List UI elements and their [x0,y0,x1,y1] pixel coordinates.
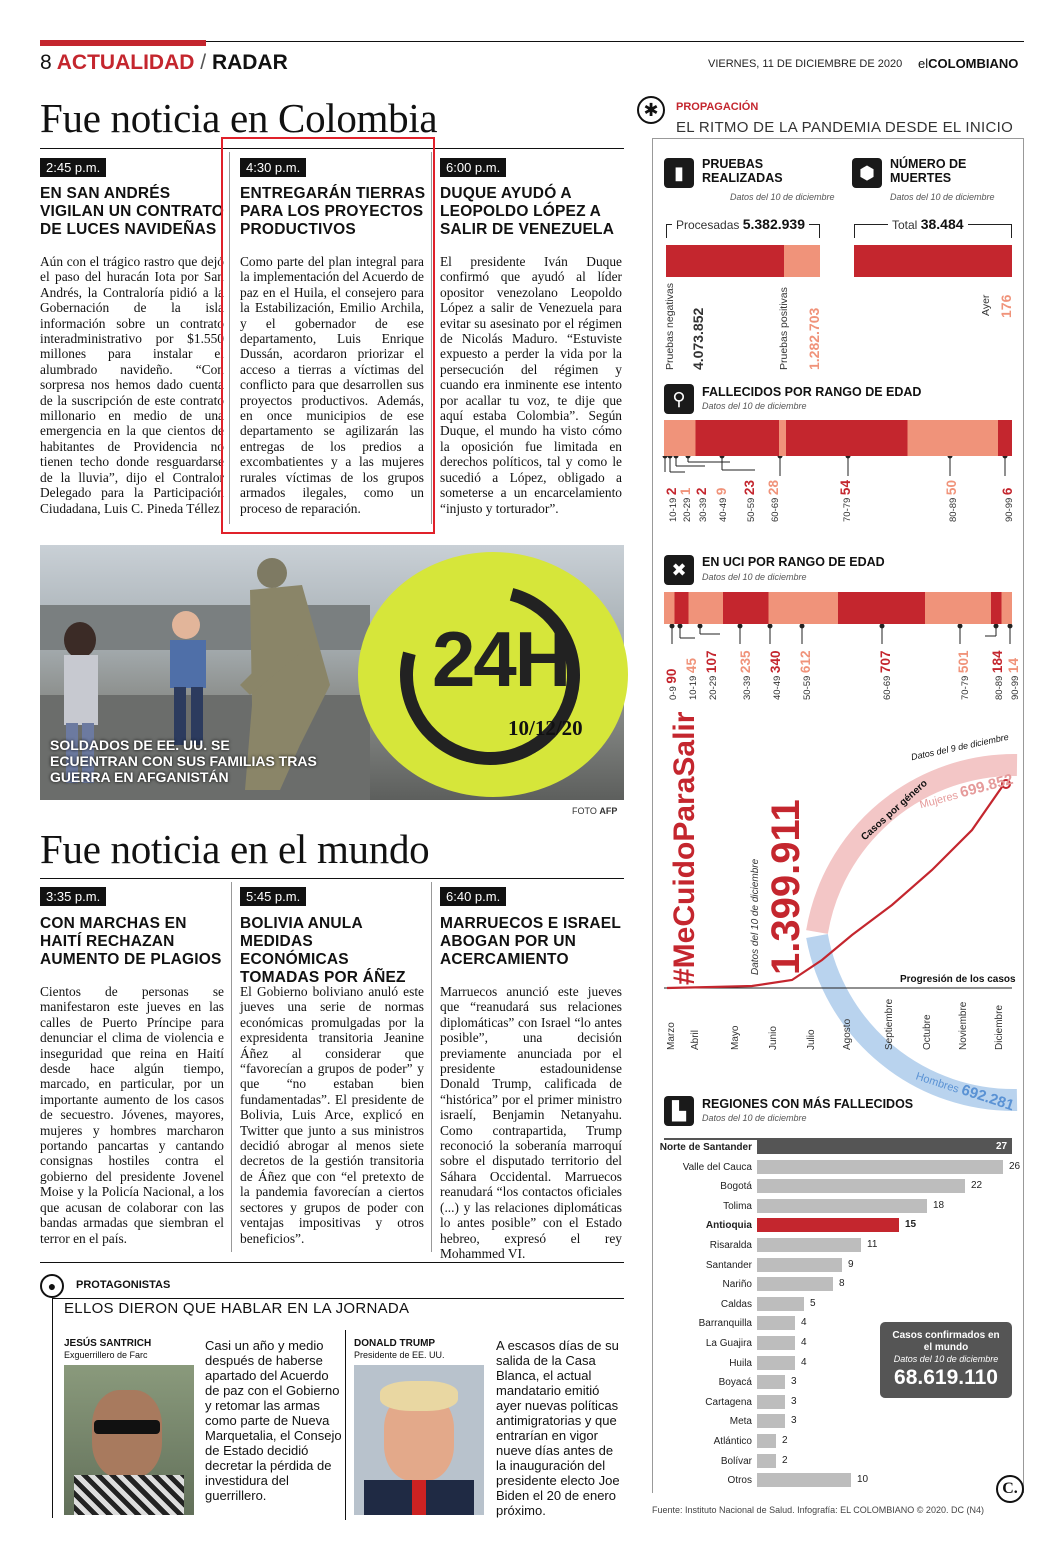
uci-age-label-value: 235 [738,650,753,674]
region-label: Nariño [722,1279,752,1290]
news-time: 6:40 p.m. [440,887,506,906]
month-label: Agosto [842,1018,853,1050]
region-bar [757,1434,776,1448]
fallecidos-age-label-range: 90-99 [1004,495,1015,522]
info-title: EL RITMO DE LA PANDEMIA DESDE EL INICIO [676,119,1014,136]
region-label: Atlántico [713,1436,752,1447]
region-bar [757,1316,795,1330]
region-bar [757,1179,965,1193]
ribbon-icon: ⚲ [664,384,694,414]
region-value: 3 [791,1415,797,1426]
region-bar [757,1356,795,1370]
fallecidos-age-label [664,488,679,522]
fallecidos-bar [664,420,1012,456]
region-value: 4 [801,1317,807,1328]
muertes-bar [854,245,1012,277]
uci-age-label-range: 30-39 [742,673,753,700]
fallecidos-age-label [678,488,693,522]
casos-date: Datos del 10 de diciembre [750,858,761,975]
fallecidos-age-label-range: 10-19 [668,495,679,522]
fallecidos-age-label-range: 30-39 [698,495,709,522]
uci-bar [664,592,1012,624]
hombres-label: Hombres [914,1070,961,1096]
fallecidos-date: Datos del 10 de diciembre [702,401,807,411]
month-label: Junio [768,1026,779,1050]
virus-icon: ✱ [637,96,665,124]
fallecidos-age-label-value: 9 [714,487,729,496]
region-bar [757,1218,899,1232]
news-time: 2:45 p.m. [40,158,106,177]
fallecidos-age-label-value: 6 [1000,487,1015,496]
uci-age-label-value: 707 [878,650,893,674]
person-role: Exguerrillero de Farc [64,1350,148,1360]
region-bar [757,1473,851,1487]
uci-age-label-range: 60-69 [882,673,893,700]
header-date: VIERNES, 11 DE DICIEMBRE DE 2020 [708,58,903,70]
news-headline[interactable]: BOLIVIA ANULA MEDIDAS ECONÓMICAS TOMADAS POR ÁÑEZ [240,915,406,986]
region-label: Tolima [723,1201,752,1212]
news-time: 5:45 p.m. [240,887,306,906]
person-text: Casi un año y medio después de haberse apartado del Acuerdo de paz con el Gobierno y retomar las armas como parte de Nueva Marquetalia, el Consejo de Estado decidió decretar la pérdida de investidura del guerrillero. [205,1338,342,1503]
region-label: Bolívar [720,1456,752,1467]
region-value: 8 [839,1278,845,1289]
credit-prefix: FOTO [572,806,597,816]
uci-age-label-value: 45 [684,658,699,674]
mundo-section-title: Fue noticia en el mundo [40,826,430,872]
brand-logo [918,56,1018,71]
region-value: 2 [782,1455,788,1466]
uci-age-label-range: 70-79 [960,673,971,700]
pruebas-total-label: Procesadas [676,218,740,232]
uci-age-label-range: 90-99 [1010,673,1021,700]
pruebas-pos-label: Pruebas positivas [778,287,790,370]
uci-date: Datos del 10 de diciembre [702,572,807,582]
region-label: Norte de Santander [659,1142,752,1153]
mundo-box [880,1322,1012,1398]
region-label: Risaralda [709,1240,752,1251]
test-tube-icon: ▮ [664,158,694,188]
uci-age-label-value: 501 [956,650,971,674]
fallecidos-age-label [766,480,781,522]
uci-age-label-value: 90 [664,668,679,684]
fallecidos-age-label-value: 50 [944,480,959,496]
regiones-title: REGIONES CON MÁS FALLECIDOS [702,1097,914,1111]
protagonistas-kicker: PROTAGONISTAS [76,1279,171,1291]
region-bar [757,1238,861,1252]
fallecidos-age-label-range: 20-29 [682,495,693,522]
pruebas-total [672,216,809,232]
uci-age-label-range: 50-59 [802,673,813,700]
coffin-icon: ⬢ [852,158,882,188]
header-accent-bar [40,40,206,46]
mundo-rule [40,878,624,879]
news-body: El Gobierno boliviano anuló este jueves una serie de normas económicas promulgadas por la expresidenta transitoria Jeanine Áñez al considerar que “favorecían a grupos de poder” y que “no estaban bien fundamentadas”. El presidente de Bolivia, Luis Arce, explicó en Twitter que junto a sus ministros decidió abrogar al menos siete decretos de la gestión transitoria de Áñez que con “el pretexto de la pandemia favorecían a ciertos sectores y grupos de poder con ventajas impositivas y otros beneficios”. [240,984,424,1246]
region-value: 11 [867,1239,878,1250]
pruebas-title: PRUEBAS REALIZADAS [702,157,783,185]
col-divider [231,882,232,1252]
region-axis [664,1138,1012,1140]
mundo-box-value: 68.619.110 [894,1366,998,1389]
corner-logo: C. [996,1475,1024,1503]
person-role: Presidente de EE. UU. [354,1350,445,1360]
uci-age-label-value: 184 [990,650,1005,674]
fallecidos-age-label-range: 80-89 [948,495,959,522]
mundo-box-date: Datos del 10 de diciembre [893,1354,999,1364]
region-label: Caldas [720,1299,752,1310]
regiones-date: Datos del 10 de diciembre [702,1113,807,1123]
uci-age-label [684,658,699,700]
subsection-label[interactable]: RADAR [211,51,288,74]
region-bar [757,1277,833,1291]
protagonistas-title: ELLOS DIERON QUE HABLAR EN LA JORNADA [64,1300,410,1317]
month-label: Noviembre [958,1001,969,1050]
uci-age-label-range: 80-89 [994,673,1005,700]
uci-age-label [664,669,679,700]
month-label: Octubre [922,1014,933,1050]
fallecidos-age-label-value: 28 [766,480,781,496]
fallecidos-age-label [1000,488,1015,522]
uci-age-label [798,651,813,700]
section-label[interactable]: ACTUALIDAD [56,51,195,74]
region-bar [757,1297,804,1311]
hombres-value: 692.281 [959,1081,1017,1115]
genero-label: Casos por género [859,777,930,844]
info-source: Fuente: Instituto Nacional de Salud. Infografía: EL COLOMBIANO © 2020. DC (N4) [652,1505,984,1515]
news-body: El presidente Iván Duque confirmó que ayudó al líder opositor venezolano Leopoldo López a salir de Venezuela para evitar su asesinato por el régimen de Nicolás Maduro. “Estuviste expuesto a perder la vida por la persecución del régimen y cuando era inminente ese intento por acallar tu voz, te dije que aquí estaba Colombia”. Según Duque, el mundo ha visto cómo la oposición fue limitada en derechos políticos, tal y como le sucedió a López, obligado a someterse a un encarcelamiento “injusto y torturador”. [440,254,622,516]
news-body: Aún con el trágico rastro que dejó el paso del huracán Iota por San Andrés, la Contraloría pidió a la Gobernación de la isla información sobre un contrato interadministrativo por $1.550 millones para instalar el alumbrado navideño. “Con sorpresa nos hemos dado cuenta de la suscripción de este contrato millonario en medio de una emergencia en la que cientos de habitantes de Providencia no tienen techo donde resguardarse de la lluvia”, dijo el Contralor Delegado para la Participación Ciudadana, Luis C. Pineda Téllez. [40,254,224,516]
fallecidos-age-label-value: 23 [742,480,757,496]
person-text: A escasos días de su salida de la Casa Blanca, el actual mandatario emitió ayer nuevas políticas antimigratorias y que entrarían en vigor nueve días antes de la inauguración del presidente electo Joe Biden el 20 de enero próximo. [496,1338,620,1518]
region-value: 27 [996,1141,1008,1152]
fallecidos-age-label [838,480,853,522]
progress-label: Progresión de los casos [900,974,1016,985]
region-bar [757,1140,1012,1154]
news-headline[interactable]: ENTREGARÁN TIERRAS PARA LOS PROYECTOS PRODUCTIVOS [240,185,426,238]
person-icon: ● [40,1274,64,1298]
photo-caption: SOLDADOS DE EE. UU. SE ECUENTRAN CON SUS FAMILIAS TRAS GUERRA EN AFGANISTÁN [50,737,317,785]
person-photo-santrich [64,1365,194,1515]
news-time: 3:35 p.m. [40,887,106,906]
region-label: Huila [729,1358,752,1369]
uci-age-label [878,651,893,700]
uci-age-label [956,651,971,700]
region-value: 26 [1009,1161,1021,1172]
ventilator-icon: ✖ [664,555,694,585]
fallecidos-age-label-value: 1 [678,487,693,496]
brand-name: COLOMBIANO [928,56,1019,71]
region-label: Antioquia [705,1220,752,1231]
pruebas-neg-value: 4.073.852 [690,307,706,370]
fallecidos-age-label-range: 50-59 [746,495,757,522]
protagonistas-rule [40,1262,624,1263]
region-bar [757,1395,785,1409]
region-value: 2 [782,1435,788,1446]
pruebas-neg-bar [666,245,784,277]
mujeres-label: Mujeres [918,789,960,812]
uci-age-label-range: 0-9 [668,683,679,700]
fallecidos-age-label-value: 2 [664,487,679,496]
pruebas-total-value: 5.382.939 [742,216,806,232]
region-value: 9 [848,1259,854,1270]
muertes-title: NÚMERO DE MUERTES [890,157,967,185]
month-label: Diciembre [994,1004,1005,1050]
header-rule [206,41,1024,42]
photo-credit [572,806,617,816]
uci-age-label [990,651,1005,700]
person-name: DONALD TRUMP [354,1338,436,1349]
month-label: Septiembre [884,998,895,1050]
brand-prefix: el [918,56,929,71]
news-headline[interactable]: DUQUE AYUDÓ A LEOPOLDO LÓPEZ A SALIR DE VENEZUELA [440,185,615,238]
uci-age-label-value: 612 [798,650,813,674]
colombia-section-title: Fue noticia en Colombia [40,95,438,141]
region-label: Bogotá [720,1181,752,1192]
uci-age-label-range: 20-29 [708,673,719,700]
region-bar [757,1258,842,1272]
region-value: 22 [971,1180,983,1191]
region-value: 3 [791,1376,797,1387]
region-label: Santander [705,1260,752,1271]
region-value: 15 [905,1219,917,1230]
fallecidos-age-label-value: 54 [838,480,853,496]
month-label: Mayo [730,1025,741,1050]
mujeres-value: 699.852 [958,770,1015,802]
col-divider [431,882,432,1252]
region-bar [757,1375,785,1389]
fallecidos-age-label [944,480,959,522]
region-value: 4 [801,1357,807,1368]
region-bar [757,1336,795,1350]
news-time: 6:00 p.m. [440,158,506,177]
region-value: 3 [791,1396,797,1407]
month-label: Julio [806,1029,817,1050]
section-separator: / [200,51,207,74]
uci-age-label [768,651,783,700]
uci-age-label-value: 14 [1006,658,1021,674]
uci-age-label [738,651,753,700]
news-body: Marruecos anunció este jueves que “reanudará sus relaciones diplomáticas” con Israel “lo antes posible”, una decisión previamente anunciada por el presidente estadounidense Donald Trump, calificada de “histórica” por el primer ministro israelí, Benjamin Netanyahu. Como contrapartida, Trump reconoció la soberanía marroquí sobre el disputado territorio del Sáhara Occidental. Marruecos reanudará “los contactos oficiales (...) y las relaciones diplomáticas lo antes posible” con el Estado hebreo, expresó el rey Mohammed VI. [440,984,622,1261]
uci-age-label-range: 40-49 [772,673,783,700]
uci-age-label-value: 107 [704,650,719,674]
col-divider [345,1330,346,1520]
logo-24h-date: 10/12/20 [508,716,583,740]
region-label: Boyacá [718,1377,752,1388]
month-label: Abril [690,1029,701,1050]
news-headline[interactable]: MARRUECOS E ISRAEL ABOGAN POR UN ACERCAMIENTO [440,915,621,968]
fallecidos-age-label-value: 2 [694,487,709,496]
news-time: 4:30 p.m. [240,158,306,177]
region-value: 10 [857,1474,869,1485]
info-kicker: PROPAGACIÓN [676,101,759,113]
muertes-total-label: Total [892,218,918,232]
region-value: 18 [933,1200,945,1211]
region-value: 5 [810,1298,816,1309]
region-bar [757,1160,1003,1174]
fallecidos-age-label [742,480,757,522]
region-label: Otros [727,1475,752,1486]
muertes-date: Datos del 10 de diciembre [890,192,995,202]
region-bar [757,1454,776,1468]
region-label: Meta [729,1416,752,1427]
fallecidos-title: FALLECIDOS POR RANGO DE EDAD [702,385,922,399]
fallecidos-age-label-range: 70-79 [842,495,853,522]
uci-age-label-range: 10-19 [688,673,699,700]
genero-date: Datos del 9 de diciembre [910,731,1010,763]
news-headline[interactable]: EN SAN ANDRÉS VIGILAN UN CONTRATO DE LUCES NAVIDEÑAS [40,185,225,238]
news-body: Cientos de personas se manifestaron este jueves en las calles de Puerto Príncipe para denunciar el clima de violencia e inseguridad que reina en Haití desde hace algún tiempo, marcado, en particular, por un importante aumento de los casos de secuestro. Jóvenes, mayores, mujeres y hombres marcharon portando pancartas y cantando consignas hostiles contra el gobierno del presidente Jovenel Moise y la Policía Nacional, a los que acusan de colaborar con las bandas armadas que siembran el terror en el país. [40,984,224,1246]
casos-total: 1.399.911 [764,799,808,975]
pruebas-date: Datos del 10 de diciembre [730,192,835,202]
muertes-total-value: 38.484 [920,216,964,232]
pruebas-pos-value: 1.282.703 [806,307,822,370]
person-name: JESÚS SANTRICH [64,1338,152,1349]
uci-age-label [1006,658,1021,700]
news-body: Como parte del plan integral para la implementación del Acuerdo de paz en el Huila, el consejero para la Estabilización, Emilio Archila, y el gobernador de ese departamento, Luis Enrique Dussán, acordaron priorizar el acceso a tierras a víctimas del conflicto para que desarrollen sus proyectos productivos. Además, en once municipios de ese departamento se agilizarán las entregas de los predios a excombatientes y a las mujeres rurales víctimas de los grupos armados ilegales, como un proceso de reparación. [240,254,424,516]
map-icon: ▙ [664,1096,694,1126]
muertes-ayer-label: Ayer [980,294,992,316]
month-label: Marzo [666,1022,677,1050]
uci-leaders [660,624,1020,654]
uci-title: EN UCI POR RANGO DE EDAD [702,555,885,569]
page-header [40,51,288,75]
muertes-total [888,216,968,232]
credit-source: AFP [599,806,618,816]
pruebas-pos-bar [784,245,820,277]
fallecidos-age-label [694,488,709,522]
muertes-ayer-value: 176 [998,294,1014,318]
person-photo-trump [354,1365,484,1515]
region-label: La Guajira [705,1338,752,1349]
uci-age-label-value: 340 [768,650,783,674]
pruebas-neg-label: Pruebas negativas [664,283,676,370]
region-label: Cartagena [705,1397,752,1408]
mundo-box-title: Casos confirmados en el mundo [892,1330,1000,1353]
region-label: Valle del Cauca [682,1162,752,1173]
fallecidos-age-label [714,488,729,522]
logo-24h-text: 24H [432,615,570,703]
uci-age-label [704,651,719,700]
region-value: 4 [801,1337,807,1348]
region-bar [757,1199,927,1213]
page-number: 8 [40,51,52,74]
region-bar [757,1414,785,1428]
news-headline[interactable]: CON MARCHAS EN HAITÍ RECHAZAN AUMENTO DE PLAGIOS [40,915,222,968]
fallecidos-age-label-range: 40-49 [718,495,729,522]
fallecidos-age-label-range: 60-69 [770,495,781,522]
region-label: Barranquilla [698,1318,752,1329]
hashtag[interactable]: #MeCuidoParaSalir [668,711,701,985]
